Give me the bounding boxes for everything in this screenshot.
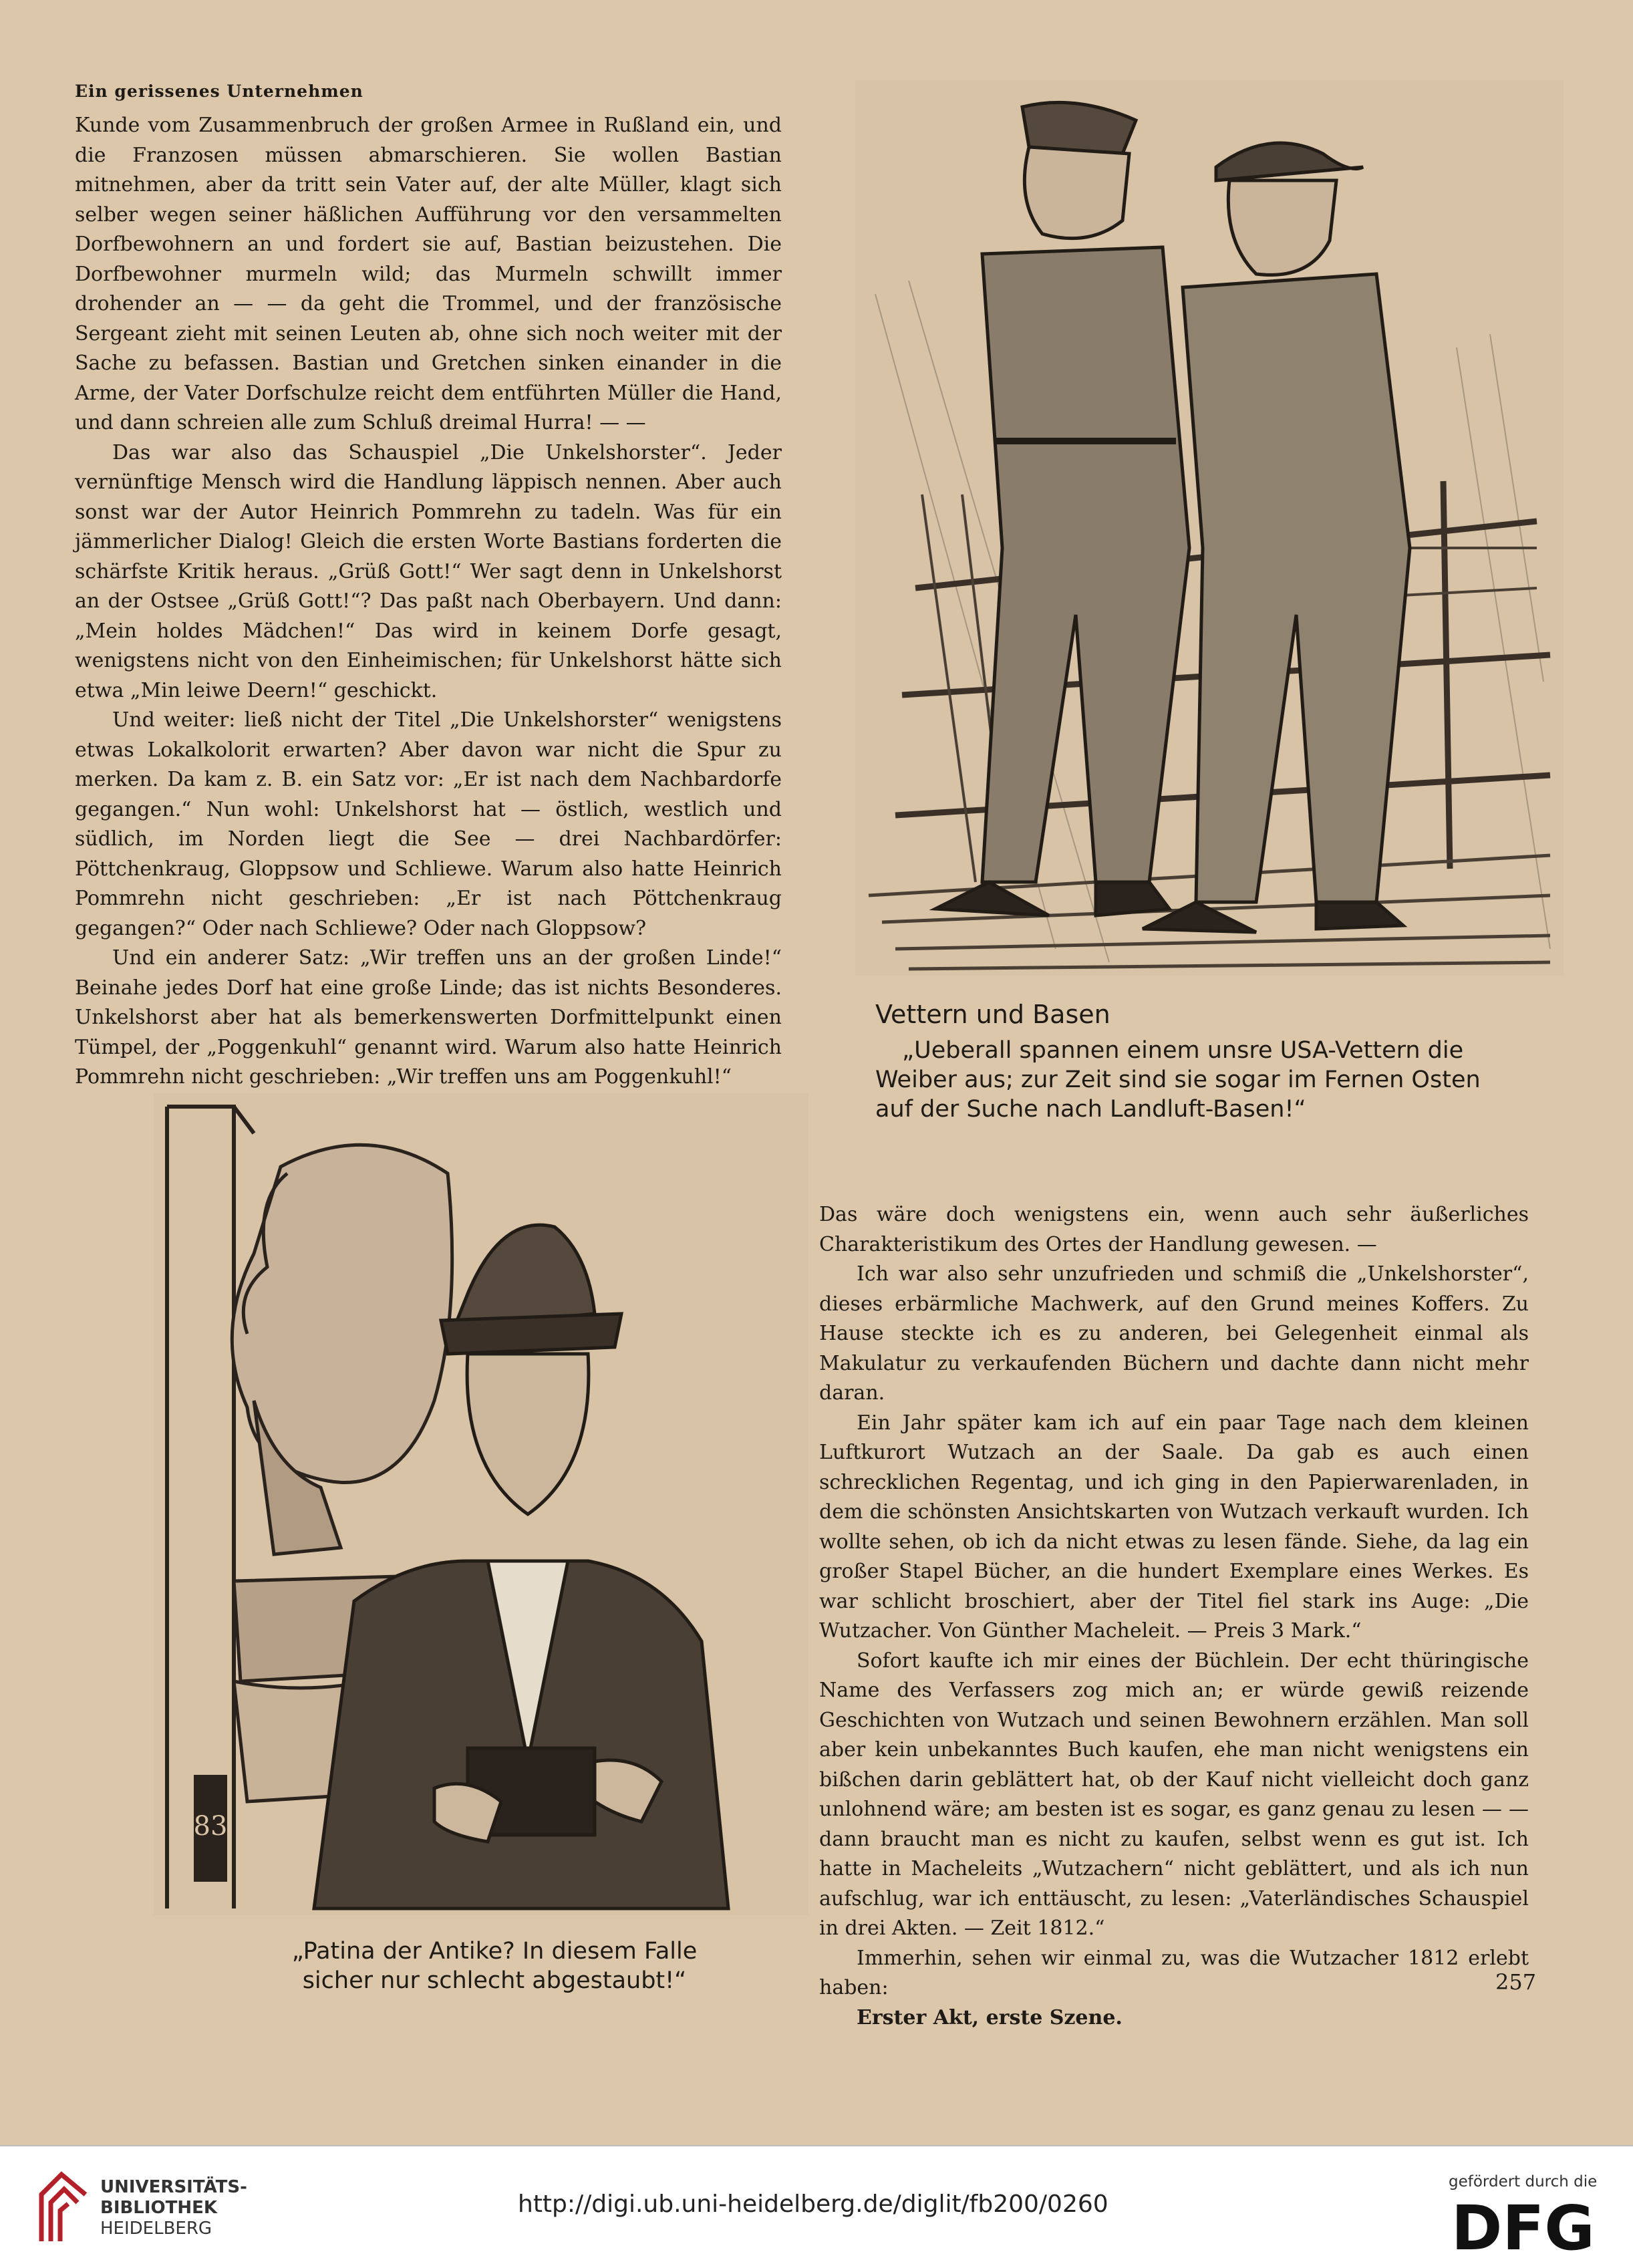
bust-drawing: [154, 1093, 808, 1915]
paragraph: Immerhin, sehen wir einmal zu, was die Wutzacher 1812 erlebt haben:: [819, 1946, 1529, 1999]
funded-by-label: gefördert durch die: [1449, 2173, 1598, 2190]
dfg-logo: [1451, 2200, 1605, 2257]
library-name-line: HEIDELBERG: [100, 2219, 212, 2239]
caption-line: Weiber aus; zur Zeit sind sie sogar im Fernen Osten: [875, 1067, 1481, 1093]
caption-title: Vettern und Basen: [875, 1000, 1110, 1029]
right-column-text: [819, 1200, 1529, 2033]
caption-line: „Ueberall spannen einem unsre USA-Vettern die: [902, 1037, 1464, 1064]
caption-line: „Patina der Antike? In diesem Falle: [291, 1938, 698, 1965]
footer-bar: [0, 2145, 1633, 2268]
paragraph: Ein Jahr später kam ich auf ein paar Tage nach dem kleinen Luftkurort Wutzach an der Saale. Da gab es auch einen schrecklichen Regentag, und ich ging in den Papierwarenladen, in dem die schönsten Ansichtskarten von Wutzach verkauft wurden. Ich wollte sehen, ob ich da nicht etwas zu lesen fände. Siehe, da lag ein großer Stapel Bücher, an die hundert Exemplare eines Werkes. Es war schlicht broschiert, aber der Titel fiel stark ins Auge: „Die Wutzacher. Von Günther Macheleit. — Preis 3 Mark.“: [819, 1411, 1529, 1643]
paragraph: Und weiter: ließ nicht der Titel „Die Unkelshorster“ wenigstens etwas Lokalkolorit erwarten? Aber davon war nicht die Spur zu merken. Da kam z. B. ein Satz vor: „Er ist nach dem Nachbardorfe gegangen.“ Nun wohl: Unkelshorst hat — östlich, westlich und südlich, im Norden liegt die See — drei Nachbardörfer: Pöttchenkraug, Gloppsow und Schliewe. Warum also hatte Heinrich Pommrehn nicht geschrieben: „Er ist nach Pöttchenkraug gegangen?“ Oder nach Schliewe? Oder nach Gloppsow?: [75, 708, 782, 940]
left-column-text: [75, 111, 782, 1093]
soldiers-drawing: [855, 80, 1564, 976]
dfg-logo-text: DFG: [1451, 2200, 1595, 2255]
source-url-link[interactable]: http://digi.ub.uni-heidelberg.de/diglit/fb200/0260: [518, 2190, 1108, 2218]
library-logo-icon: [35, 2168, 92, 2251]
paragraph: Ich war also sehr unzufrieden und schmiß die „Unkelshorster“, dieses erbärmliche Machwerk, auf den Grund meines Koffers. Zu Hause steckte ich es zu anderen, bei Gelegenheit einmal als Makulatur zu verkaufenden Büchern und dachte dann nicht mehr daran.: [819, 1262, 1529, 1405]
caption-line: auf der Suche nach Landluft-Basen!“: [875, 1096, 1306, 1123]
library-name-line: BIBLIOTHEK: [100, 2198, 218, 2218]
library-name-line: UNIVERSITÄTS-: [100, 2177, 247, 2197]
caption-top: [875, 1000, 1517, 1124]
caption-line: sicher nur schlecht abgestaubt!“: [302, 1967, 687, 1994]
illustration-soldiers: [855, 80, 1564, 976]
paragraph: Das war also das Schauspiel „Die Unkelshorster“. Jeder vernünftige Mensch wird die Handlung läppisch nennen. Aber auch sonst war der Autor Heinrich Pommrehn zu tadeln. Was für ein jämmerlicher Dialog! Gleich die ersten Worte Bastians forderten die schärfste Kritik heraus. „Grüß Gott!“ Wer sagt denn in Unkelshorst an der Ostsee „Grüß Gott!“? Das paßt nach Oberbayern. Und dann: „Mein holdes Mädchen!“ Das wird in keinem Dorfe gesagt, wenigstens nicht von den Einheimischen; für Unkelshorst hätte sich etwa „Min leiwe Deern!“ geschickt.: [75, 440, 782, 702]
caption-bottom: [254, 1937, 735, 1995]
paragraph: Sofort kaufte ich mir eines der Büchlein. Der echt thüringische Name des Verfassers zog mich an; er würde gewiß reizende Geschichten von Wutzach und seinen Bewohnern erzählen. Man soll aber kein unbekanntes Buch kaufen, ehe man nicht wenigstens ein bißchen darin geblättert hat, ob der Kauf nicht vielleicht doch ganz unlohnend wäre; am besten ist es sogar, es ganz genau zu lesen — — dann braucht man es nicht zu kaufen, selbst wenn es gut ist. Ich hatte in Macheleits „Wutzachern“ nicht geblättert, und als ich nun aufschlug, war ich enttäuscht, zu lesen: „Vaterländisches Schauspiel in drei Akten. — Zeit 1812.“: [819, 1649, 1529, 1940]
library-name: [100, 2177, 247, 2239]
scene-heading: Erster Akt, erste Szene.: [857, 2005, 1123, 2029]
page-number: 257: [1495, 1969, 1537, 1995]
paragraph: Und ein anderer Satz: „Wir treffen uns an der großen Linde!“ Beinahe jedes Dorf hat eine große Linde; das ist nichts Besonderes. Unkelshorst aber hat als bemerkenswerten Dorfmittelpunkt einen Tümpel, der „Poggenkuhl“ genannt wird. Warum also hatte Heinrich Pommrehn nicht geschrieben: „Wir treffen uns am Poggenkuhl!“: [75, 946, 782, 1089]
paragraph: Kunde vom Zusammenbruch der großen Armee in Rußland ein, und die Franzosen müssen abmarschieren. Sie wollen Bastian mitnehmen, aber da tritt sein Vater auf, der alte Müller, klagt sich selber wegen seiner häßlichen Aufführung vor den versammelten Dorfbewohnern an und fordert sie auf, Bastian beizustehen. Die Dorfbewohner murmeln wild; das Murmeln schwillt immer drohender an — — da geht die Trommel, und der französische Sergeant zieht mit seinen Leuten ab, ohne sich noch weiter mit der Sache zu befassen. Bastian und Gretchen sinken einander in die Arme, der Vater Dorfschulze reicht dem entführten Müller die Hand, und dann schreien alle zum Schluß dreimal Hurra! — —: [75, 114, 782, 434]
number-plate-label: 83: [193, 1811, 228, 1842]
illustration-bust-and-man: [154, 1093, 808, 1915]
running-head: Ein gerissenes Unternehmen: [75, 82, 363, 101]
paragraph: Das wäre doch wenigstens ein, wenn auch sehr äußerliches Charakteristikum des Ortes der Handlung gewesen. —: [819, 1203, 1529, 1256]
